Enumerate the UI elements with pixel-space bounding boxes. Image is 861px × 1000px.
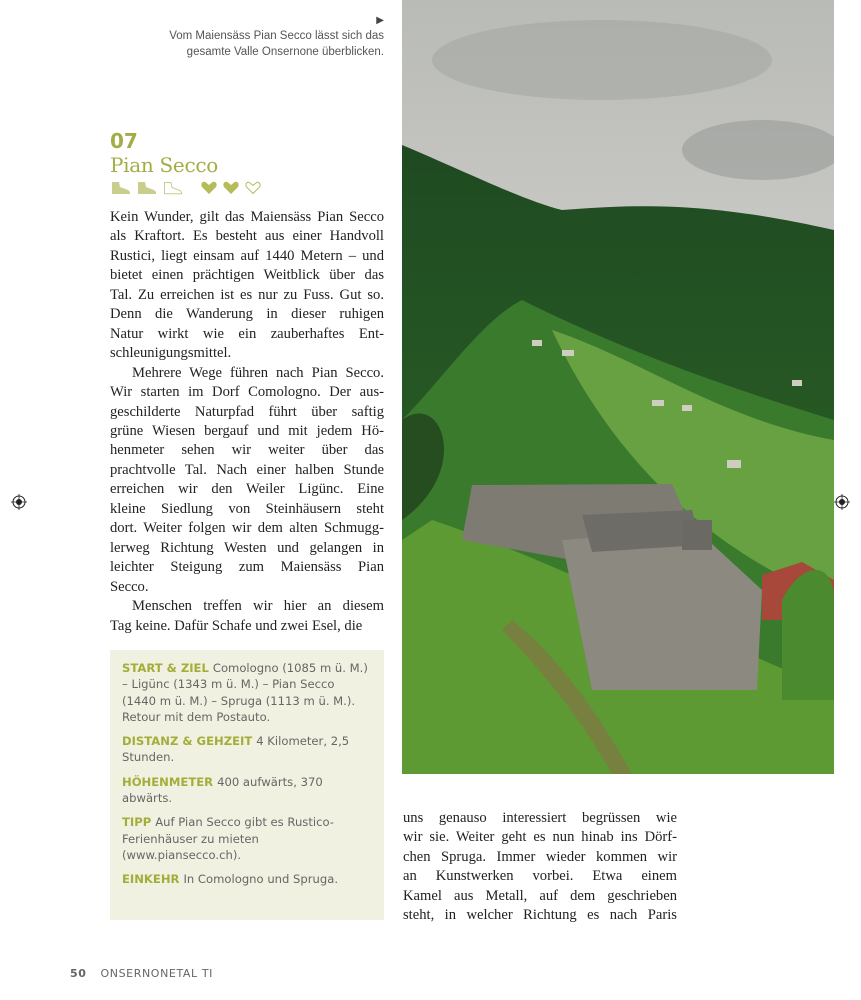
info-text: 400 aufwärts, 370 abwärts. xyxy=(122,774,323,806)
text-line: Secco. xyxy=(110,578,149,595)
text-line: Tag keine. Dafür Schafe und zwei Esel, die xyxy=(110,617,363,634)
boot-icon xyxy=(110,181,132,195)
info-label: START & ZIEL xyxy=(122,661,209,675)
text-line: bietet einen prächtigen Weitblick über das xyxy=(110,267,384,284)
route-number: 07 xyxy=(110,129,138,153)
text-line: schleunigungsmittel. xyxy=(110,345,232,362)
info-item xyxy=(122,660,372,725)
text-line: Denn die Wanderung in dieser ruhigen xyxy=(110,306,384,323)
text-line: lerweg Richtung Westen und gelangen in xyxy=(110,539,384,556)
text-line: erreichen wir den Weiler Ligünc. Eine xyxy=(110,481,384,498)
caption-text: Vom Maiensäss Pian Secco lässt sich das gesamte Valle Onsernone überblicken. xyxy=(169,30,384,58)
text-line: Menschen treffen wir hier an diesem xyxy=(132,598,384,615)
text-line: geschilderte Naturpfad führt über saftig xyxy=(110,403,384,420)
route-title: Pian Secco xyxy=(110,153,218,177)
info-label: EINKEHR xyxy=(122,872,180,887)
text-line: Rustici, liegt einsam auf 1440 Metern – und xyxy=(110,247,384,264)
photo-caption xyxy=(164,14,384,60)
text-line: an Kunstwerken vorbei. Etwa einem xyxy=(403,868,677,885)
info-item xyxy=(122,774,372,807)
info-text: In Comologno und Spruga. xyxy=(183,872,339,887)
info-label: HÖHENMETER xyxy=(122,774,214,789)
section-name: ONSERNONETAL TI xyxy=(100,967,214,980)
boot-icon xyxy=(136,181,158,195)
text-line: chen Spruga. Immer wieder kommen wir xyxy=(403,848,677,865)
text-line: dort. Weiter folgen wir dem alten Schmugg- xyxy=(110,520,384,537)
text-line: wir sie. Weiter geht es nun hinab ins Dörf- xyxy=(403,829,677,846)
text-line: Tal. Zu erreichen ist es nur zu Fuss. Gut so. xyxy=(110,286,384,303)
text-line: prachtvolle Tal. Nach einer halben Stunde xyxy=(110,461,384,478)
body-text-right xyxy=(403,809,677,926)
heart-icon xyxy=(200,181,218,195)
text-line: leichter Steigung zum Maiensäss Pian xyxy=(110,559,384,576)
text-line: henmeter sehen wir weiter über das xyxy=(110,442,384,459)
text-line: kleine Siedlung von Steinhäusern steht xyxy=(110,500,384,517)
info-item xyxy=(122,733,372,766)
text-line: Mehrere Wege führen nach Pian Secco. xyxy=(132,364,384,381)
page-number: 50 xyxy=(70,967,87,980)
triangle-right-icon: ▶ xyxy=(376,15,384,26)
body-text-left xyxy=(110,208,384,636)
rating-icons xyxy=(110,181,262,195)
info-label: DISTANZ & GEHZEIT xyxy=(122,734,253,749)
landscape-photo xyxy=(402,0,834,774)
info-text: Comologno (1085 m ü. M.) – Ligünc (1343 m ü. M.) – Pian Secco (1440 m ü. M.) – Spruga (1113 m ü. M.). Retour mit dem Postauto. xyxy=(122,661,368,724)
info-text: 4 Kilometer, 2,5 Stunden. xyxy=(122,734,350,765)
heart-icon xyxy=(222,181,240,195)
registration-mark-icon xyxy=(834,494,850,510)
page-footer xyxy=(70,967,213,980)
heart-outline-icon xyxy=(244,181,262,195)
text-line: Kamel aus Metall, auf dem geschrieben xyxy=(403,887,677,904)
info-item xyxy=(122,871,372,887)
boot-outline-icon xyxy=(162,181,184,195)
text-line: grüne Wiesen bergauf und mit jedem Hö- xyxy=(110,422,384,439)
text-line: als Kraftort. Es besteht aus einer Handvoll xyxy=(110,228,384,245)
text-line: steht, in welcher Richtung es nach Paris xyxy=(403,907,677,924)
registration-mark-icon xyxy=(11,494,27,510)
info-label: TIPP xyxy=(122,815,152,830)
text-line: Kein Wunder, gilt das Maiensäss Pian Secco xyxy=(110,209,384,225)
text-line: Natur wirkt wie ein zauberhaftes Ent- xyxy=(110,325,384,342)
info-item xyxy=(122,814,372,863)
text-line: Wir starten im Dorf Comologno. Der aus- xyxy=(110,384,384,401)
text-line: uns genauso interessiert begrüssen wie xyxy=(403,810,677,826)
info-text: Auf Pian Secco gibt es Rustico-Ferienhäuser zu mieten (www.piansecco.ch). xyxy=(122,815,334,862)
info-box xyxy=(110,650,384,920)
